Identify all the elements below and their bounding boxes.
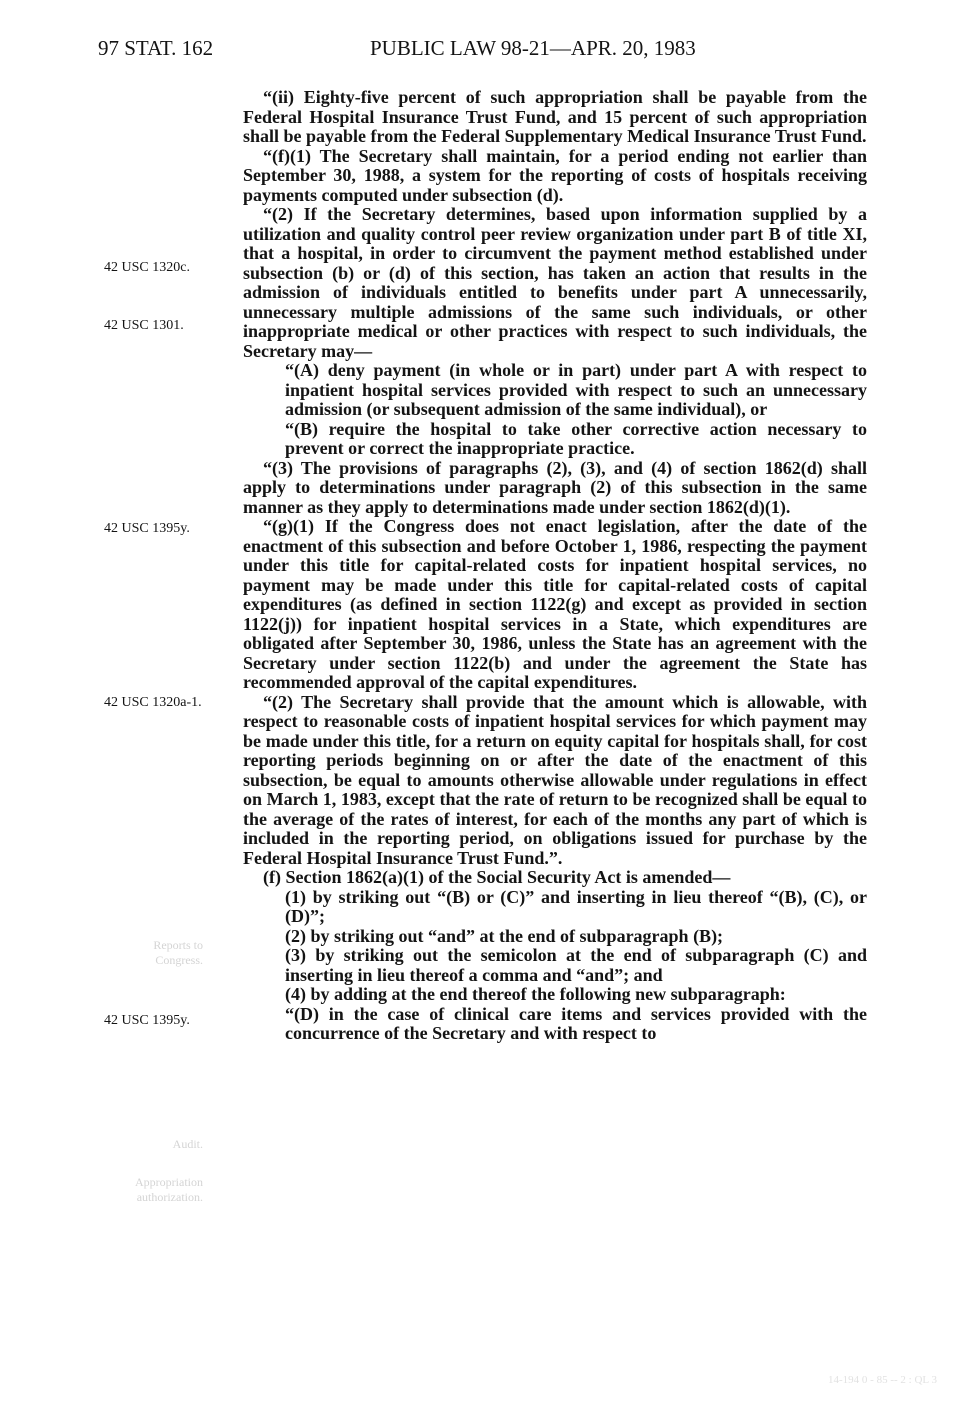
paragraph-g1: “(g)(1) If the Congress does not enact legislation, after the date of the enactment of this subsection and before October 1, 1986, respecting the payment under this title for capital-related costs for inpatient hospital services, no payment may be made under this title for capital-related costs of capital expenditures (as defined in section 1122(g) and except as provided in section 1122(j)) for inpatient hospital services in a State, which expenditures are obligated after September 30, 1986, unless the State has an agreement with the Secretary under section 1122(b) and under the agreement the State has recommended approval of the capital expenditures. — [243, 516, 867, 692]
margin-citation: 42 USC 1395y. — [104, 521, 190, 536]
amendment-item-3: (3) by striking out the semicolon at the end of subparagraph (C) and inserting in lieu thereof a comma and “and”; and — [285, 945, 867, 985]
ghost-margin-note: Audit. — [172, 1137, 203, 1151]
paragraph-f3: “(3) The provisions of paragraphs (2), (3), and (4) of section 1862(d) shall apply to determinations under paragraph (2) of this subsection in the same manner as they apply to determinations made under section 1862(d)(1). — [243, 457, 867, 517]
statute-text-column — [243, 88, 867, 1044]
margin-citation: 42 USC 1320c. — [104, 260, 190, 275]
margin-citation: 42 USC 1395y. — [104, 1013, 190, 1028]
law-title-header: PUBLIC LAW 98-21—APR. 20, 1983 — [370, 36, 696, 60]
margin-citation: 42 USC 1320a-1. — [104, 695, 202, 710]
subparagraph-D: “(D) in the case of clinical care items and services provided with the concurrence of the Secretary and with respect to — [285, 1003, 867, 1043]
margin-citation: 42 USC 1301. — [104, 318, 184, 333]
section-f-amendment: (f) Section 1862(a)(1) of the Social Security Act is amended— — [263, 867, 731, 887]
paragraph-ii: “(ii) Eighty-five percent of such appropriation shall be payable from the Federal Hospital Insurance Trust Fund, and 15 percent of such appropriation shall be payable from the Federal Supplementary Medical Insurance Trust Fund. — [243, 87, 867, 146]
subparagraph-B: “(B) require the hospital to take other corrective action necessary to prevent or correct the inappropriate practice. — [285, 418, 867, 458]
paragraph-g2: “(2) The Secretary shall provide that the amount which is allowable, with respect to reasonable costs of inpatient hospital services for which payment may be made under this title, for a return on equity capital for hospitals shall, for cost reporting periods beginning on or after the date of the enactment of this subsection, be equal to amounts otherwise allowable under regulations in effect on March 1, 1983, except that the rate of return to be recognized shall be equal to the average of the rates of interest, for each of the months any part of which is included in the reporting period, on obligations issued for purchase by the Federal Hospital Insurance Trust Fund.”. — [243, 691, 867, 868]
subparagraph-A: “(A) deny payment (in whole or in part) under part A with respect to inpatient hospital services provided with respect to such an unnecessary admission (or subsequent admission of the same individual), or — [285, 360, 867, 419]
page-reference: 97 STAT. 162 — [98, 36, 214, 60]
amendment-item-1: (1) by striking out “(B) or (C)” and inserting in lieu thereof “(B), (C), or (D)”; — [285, 886, 867, 926]
amendment-item-4: (4) by adding at the end thereof the following new subparagraph: — [285, 984, 786, 1004]
paragraph-f2: “(2) If the Secretary determines, based upon information supplied by a utilization and quality control peer review organization under part B of title XI, that a hospital, in order to circumvent the payment method established under subsection (b) or (d) of this section, has taken an action that results in the admission of individuals entitled to benefits under part A unnecessarily, unnecessary multiple admissions of the same such individuals, or other inappropriate medical or other practices with respect to such individuals, the Secretary may— — [243, 204, 867, 361]
ghost-margin-note: Reports to Congress. — [153, 938, 203, 967]
paragraph-f1: “(f)(1) The Secretary shall maintain, for a period ending not earlier than September 30, 1988, a system for the reporting of costs of hospitals receiving payments computed under subsection (d). — [243, 145, 867, 205]
ghost-footer-text: 14-194 0 - 85 -- 2 : QL 3 — [828, 1374, 937, 1386]
ghost-margin-note: Appropriation authorization. — [135, 1175, 203, 1204]
amendment-item-2: (2) by striking out “and” at the end of subparagraph (B); — [285, 925, 724, 946]
